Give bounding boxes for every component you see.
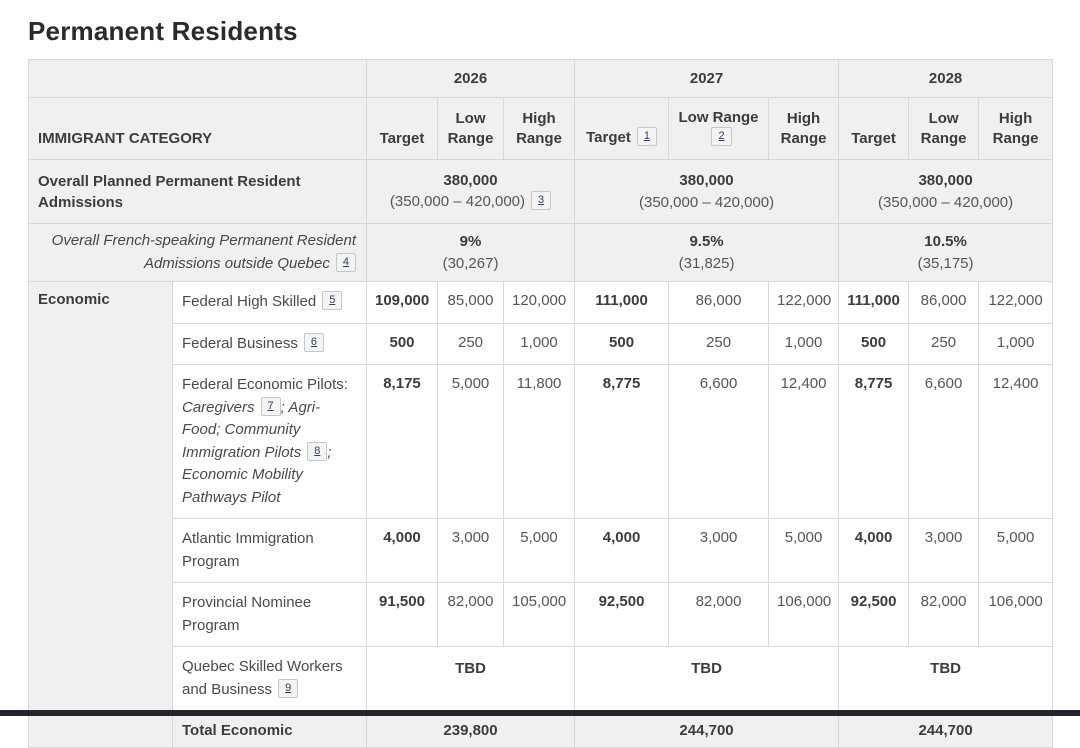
cell-fhs-low-2028: 86,000 bbox=[909, 282, 979, 324]
federal-high-skilled-row bbox=[29, 282, 1053, 324]
total-economic-2027: 244,700 bbox=[575, 714, 839, 748]
cell-fb-high-2026: 1,000 bbox=[504, 323, 575, 365]
overall-2027-range: (350,000 – 420,000) bbox=[638, 193, 775, 211]
quebec-tbd-2026: TBD bbox=[367, 647, 575, 714]
cell-fhs-target-2026: 109,000 bbox=[367, 282, 438, 324]
footnote-7-link[interactable]: 7 bbox=[261, 397, 281, 416]
overall-2027-main: 380,000 bbox=[679, 171, 734, 189]
french-2026-main: 9% bbox=[459, 232, 482, 250]
year-header-row bbox=[29, 60, 1053, 98]
cell-fep-target-2028: 8,775 bbox=[839, 365, 909, 519]
footnote-9-link[interactable]: 9 bbox=[278, 679, 298, 698]
quebec-label-cell bbox=[173, 647, 367, 714]
total-economic-2026: 239,800 bbox=[367, 714, 575, 748]
target-header-2028 bbox=[839, 98, 909, 160]
total-economic-label-cell bbox=[173, 714, 367, 748]
total-economic-label: Total Economic bbox=[182, 722, 293, 739]
high-range-label: High Range bbox=[516, 109, 562, 147]
cell-fhs-target-2028: 111,000 bbox=[839, 282, 909, 324]
target-header-2026 bbox=[367, 98, 438, 160]
footnote-8-link[interactable]: 8 bbox=[307, 442, 327, 461]
cell-fep-high-2027: 12,400 bbox=[769, 365, 839, 519]
pnp-label-cell bbox=[173, 583, 367, 647]
footnote-2-link[interactable]: 2 bbox=[711, 127, 731, 146]
total-economic-row bbox=[29, 714, 1053, 748]
cell-fep-high-2026: 11,800 bbox=[504, 365, 575, 519]
overall-2028-main: 380,000 bbox=[918, 171, 973, 189]
low-range-label: Low Range bbox=[447, 109, 494, 147]
federal-economic-pilots-label-cell bbox=[173, 365, 367, 519]
cell-fep-low-2026: 5,000 bbox=[438, 365, 504, 519]
cell-fep-low-2027: 6,600 bbox=[669, 365, 769, 519]
low-range-header-2028 bbox=[909, 98, 979, 160]
cell-fhs-low-2027: 86,000 bbox=[669, 282, 769, 324]
french-speaking-label: Overall French-speaking Permanent Resident Admissions outside Quebec bbox=[51, 232, 356, 272]
cell-aip-low-2027: 3,000 bbox=[669, 519, 769, 583]
footnote-5-link[interactable]: 5 bbox=[322, 291, 342, 310]
french-2026-cell bbox=[367, 224, 575, 282]
federal-business-row bbox=[29, 323, 1053, 365]
page-title: Permanent Residents bbox=[28, 16, 298, 46]
high-range-label: High Range bbox=[992, 109, 1039, 147]
economic-group-cell bbox=[29, 282, 173, 748]
cell-pnp-target-2028: 92,500 bbox=[839, 583, 909, 647]
cell-aip-high-2026: 5,000 bbox=[504, 519, 575, 583]
overall-2026-range: (350,000 – 420,000) bbox=[389, 193, 526, 211]
cell-aip-low-2026: 3,000 bbox=[438, 519, 504, 583]
pilots-part3: ; Economic Mobility Pathways Pilot bbox=[182, 443, 332, 506]
french-2028-range: (35,175) bbox=[917, 254, 974, 272]
overall-2028-range: (350,000 – 420,000) bbox=[878, 193, 1014, 211]
federal-high-skilled-label: Federal High Skilled bbox=[182, 293, 317, 310]
pilots-label-prefix: Federal Economic Pilots: bbox=[182, 376, 348, 393]
footnote-3-link[interactable]: 3 bbox=[531, 191, 551, 210]
year-2026-header: 2026 bbox=[367, 60, 575, 98]
cell-fhs-low-2026: 85,000 bbox=[438, 282, 504, 324]
footnote-4-link[interactable]: 4 bbox=[336, 253, 356, 272]
federal-high-skilled-label-cell bbox=[173, 282, 367, 324]
cell-fep-target-2027: 8,775 bbox=[575, 365, 669, 519]
cell-fb-low-2028: 250 bbox=[909, 323, 979, 365]
high-range-header-2027 bbox=[769, 98, 839, 160]
cell-aip-low-2028: 3,000 bbox=[909, 519, 979, 583]
cell-fhs-target-2027: 111,000 bbox=[575, 282, 669, 324]
atlantic-label: Atlantic Immigration Program bbox=[182, 530, 314, 570]
quebec-tbd-2028: TBD bbox=[839, 647, 1053, 714]
french-2027-range: (31,825) bbox=[678, 254, 735, 272]
target-label: Target bbox=[851, 129, 896, 147]
immigrant-category-label: IMMIGRANT CATEGORY bbox=[38, 129, 213, 147]
overall-2027-cell bbox=[575, 160, 839, 224]
cell-fep-target-2026: 8,175 bbox=[367, 365, 438, 519]
cell-fb-high-2028: 1,000 bbox=[979, 323, 1053, 365]
cell-fep-low-2028: 6,600 bbox=[909, 365, 979, 519]
cell-aip-target-2027: 4,000 bbox=[575, 519, 669, 583]
cell-pnp-low-2027: 82,000 bbox=[669, 583, 769, 647]
target-label: Target bbox=[586, 129, 631, 146]
french-2028-cell bbox=[839, 224, 1053, 282]
cell-aip-target-2026: 4,000 bbox=[367, 519, 438, 583]
cell-aip-high-2027: 5,000 bbox=[769, 519, 839, 583]
cell-pnp-high-2028: 106,000 bbox=[979, 583, 1053, 647]
year-header-empty-cell bbox=[29, 60, 367, 98]
high-range-header-2028 bbox=[979, 98, 1053, 160]
economic-group-label: Economic bbox=[38, 291, 110, 308]
cell-pnp-high-2027: 106,000 bbox=[769, 583, 839, 647]
overall-admissions-label: Overall Planned Permanent Resident Admissions bbox=[38, 172, 301, 211]
bottom-edge-strip bbox=[0, 710, 1080, 716]
overall-2026-main: 380,000 bbox=[443, 171, 498, 189]
overall-2026-cell bbox=[367, 160, 575, 224]
cell-fb-high-2027: 1,000 bbox=[769, 323, 839, 365]
year-2027-header: 2027 bbox=[575, 60, 839, 98]
pilots-part1: Caregivers bbox=[182, 398, 255, 416]
overall-admissions-row bbox=[29, 160, 1053, 224]
low-range-header-2027 bbox=[669, 98, 769, 160]
quebec-tbd-2027: TBD bbox=[575, 647, 839, 714]
cell-aip-high-2028: 5,000 bbox=[979, 519, 1053, 583]
provincial-nominee-row bbox=[29, 583, 1053, 647]
french-2027-main: 9.5% bbox=[689, 232, 724, 250]
total-economic-2028: 244,700 bbox=[839, 714, 1053, 748]
pilots-part2: ; Agri-Food; Community Immigration Pilots bbox=[182, 398, 321, 461]
low-range-label: Low Range bbox=[678, 108, 759, 126]
footnote-6-link[interactable]: 6 bbox=[304, 333, 324, 352]
french-2027-cell bbox=[575, 224, 839, 282]
target-label: Target bbox=[379, 129, 425, 147]
immigrant-category-header bbox=[29, 98, 367, 160]
pnp-label: Provincial Nominee Program bbox=[182, 594, 312, 634]
footnote-1-link[interactable]: 1 bbox=[637, 127, 657, 146]
cell-fb-target-2026: 500 bbox=[367, 323, 438, 365]
year-2028-header: 2028 bbox=[839, 60, 1053, 98]
federal-business-label: Federal Business bbox=[182, 334, 298, 352]
high-range-header-2026 bbox=[504, 98, 575, 160]
federal-business-label-cell bbox=[173, 323, 367, 365]
cell-pnp-high-2026: 105,000 bbox=[504, 583, 575, 647]
cell-pnp-low-2026: 82,000 bbox=[438, 583, 504, 647]
cell-fhs-high-2026: 120,000 bbox=[504, 282, 575, 324]
cell-pnp-target-2026: 91,500 bbox=[367, 583, 438, 647]
french-2028-main: 10.5% bbox=[924, 232, 967, 250]
high-range-label: High Range bbox=[780, 109, 827, 147]
cell-fb-target-2027: 500 bbox=[575, 323, 669, 365]
overall-admissions-label-cell bbox=[29, 160, 367, 224]
permanent-residents-table bbox=[28, 59, 1053, 748]
french-speaking-row bbox=[29, 224, 1053, 282]
cell-pnp-low-2028: 82,000 bbox=[909, 583, 979, 647]
cell-pnp-target-2027: 92,500 bbox=[575, 583, 669, 647]
cell-aip-target-2028: 4,000 bbox=[839, 519, 909, 583]
low-range-label: Low Range bbox=[920, 109, 967, 147]
cell-fb-target-2028: 500 bbox=[839, 323, 909, 365]
quebec-skilled-workers-row bbox=[29, 647, 1053, 714]
overall-2028-cell bbox=[839, 160, 1053, 224]
cell-fb-low-2027: 250 bbox=[669, 323, 769, 365]
quebec-label: Quebec Skilled Workers and Business bbox=[182, 658, 343, 698]
atlantic-immigration-row bbox=[29, 519, 1053, 583]
cell-fb-low-2026: 250 bbox=[438, 323, 504, 365]
column-header-row bbox=[29, 98, 1053, 160]
french-speaking-label-cell bbox=[29, 224, 367, 282]
low-range-header-2026 bbox=[438, 98, 504, 160]
cell-fep-high-2028: 12,400 bbox=[979, 365, 1053, 519]
atlantic-label-cell bbox=[173, 519, 367, 583]
french-2026-range: (30,267) bbox=[442, 254, 499, 272]
federal-economic-pilots-row bbox=[29, 365, 1053, 519]
cell-fhs-high-2027: 122,000 bbox=[769, 282, 839, 324]
cell-fhs-high-2028: 122,000 bbox=[979, 282, 1053, 324]
target-header-2027 bbox=[575, 98, 669, 160]
